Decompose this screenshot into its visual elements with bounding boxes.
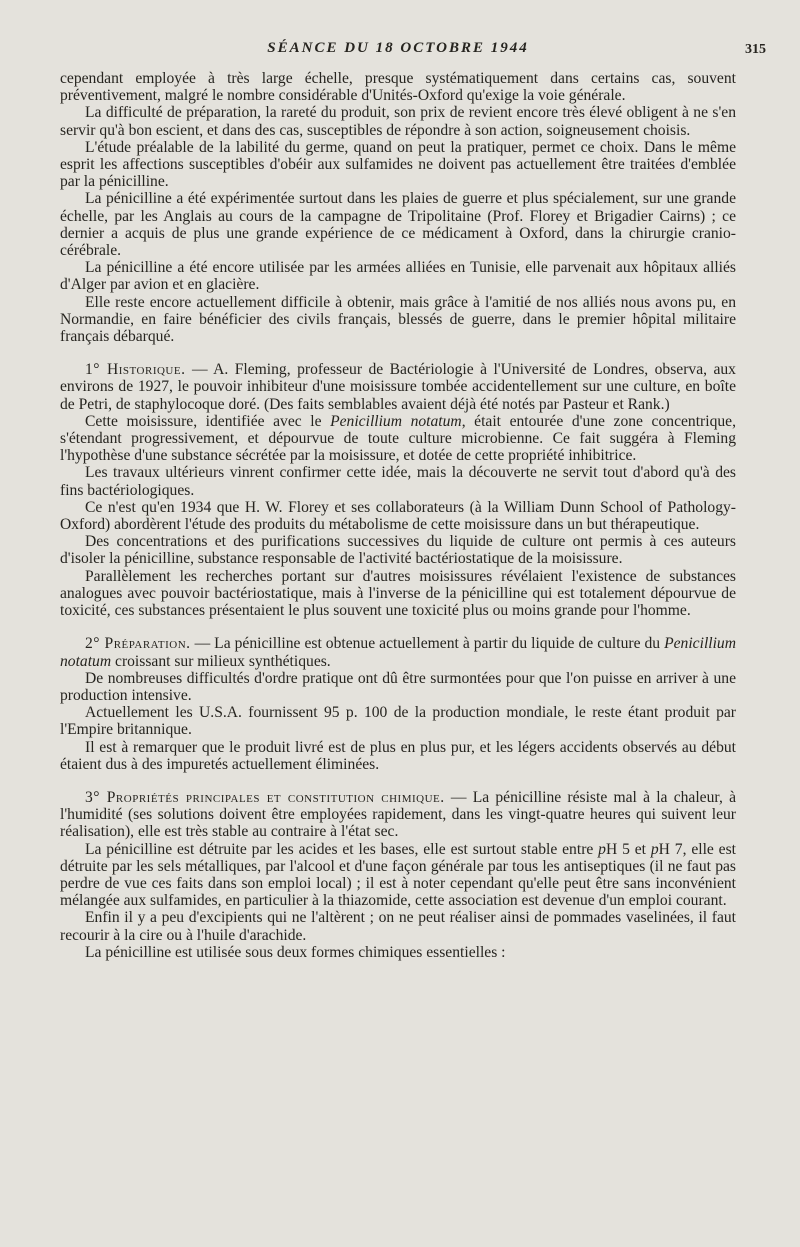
paragraph: L'étude préalable de la labilité du germe, quand on peut la pratiquer, permet ce choix. Dans le même esprit les affections susceptibles d'obéir aux sulfamides ne doivent pas actuellement être traitées d'emblée par la pénicilline. [60, 138, 736, 191]
paragraph: Actuellement les U.S.A. fournissent 95 p. 100 de la production mondiale, le reste étant produit par l'Empire britannique. [60, 704, 736, 739]
paragraph: De nombreuses difficultés d'ordre pratique ont dû être surmontées pour que l'on puisse en arriver à une production intensive. [60, 669, 736, 704]
paragraph: La pénicilline a été encore utilisée par les armées alliées en Tunisie, elle parvenait aux hôpitaux alliés d'Alger par avion et en glacière. [60, 259, 736, 294]
section-preparation: 2° Préparation. — La pénicilline est obtenue actuellement à partir du liquide de culture du Penicillium notatum croissant sur milieux synthétiques. [60, 635, 736, 670]
paragraph: La pénicilline a été expérimentée surtout dans les plaies de guerre et plus spécialement, sur une grande échelle, par les Anglais au cours de la campagne de Tripolitaine (Prof. Florey et Brigadier Cairns) ; ce dernier a acquis de plus une grande expérience de ce médicament à Oxford, dans la chirurgie cranio-cérébrale. [60, 190, 736, 260]
paragraph: Cette moisissure, identifiée avec le Penicillium notatum, était entourée d'une zone concentrique, s'étendant progressivement, et dépourvue de toute culture microbienne. Ce fait suggéra à Fleming l'hypothèse d'une substance sécrétée par la moisissure, et dotée de cette propriété inhibitrice. [60, 412, 736, 465]
section-proprietes: 3° Propriétés principales et constitution chimique. — La pénicilline résiste mal à la chaleur, à l'humidité (ses solutions doivent être employées rapidement, dans les vingt-quatre heures qui suivent leur réalisation), elle est très stable au contraire à l'état sec. [60, 788, 736, 841]
paragraph: Les travaux ultérieurs vinrent confirmer cette idée, mais la découverte ne servit tout d'abord qu'à des fins bactériologiques. [60, 464, 736, 499]
page-header [60, 40, 766, 64]
section-heading: 1° Historique. [85, 361, 186, 379]
running-title: SÉANCE DU 18 OCTOBRE 1944 [267, 40, 529, 56]
paragraph: La pénicilline est utilisée sous deux formes chimiques essentielles : [85, 943, 506, 961]
section-heading: 2° Préparation. [85, 635, 191, 653]
paragraph: La difficulté de préparation, la rareté du produit, son prix de revient encore très élevé obligent à ne s'en servir qu'à bon escient, et dans des cas, susceptibles de répondre à son action, soigneusement choisis. [60, 104, 736, 139]
section-heading: 3° Propriétés principales et constitution chimique. [85, 788, 445, 806]
paragraph: La pénicilline est détruite par les acides et les bases, elle est surtout stable entre pH 5 et pH 7, elle est détruite par les sels métalliques, par l'alcool et d'une façon générale par tous les antiseptiques (il ne faut pas perdre de vue ces faits dans son emploi local) ; il est à noter cependant qu'elle peut être sans inconvénient mélangée aux sulfamides, en particulier à la thiazomide, cette association est devenue d'un emploi courant. [60, 840, 737, 910]
paragraph: Elle reste encore actuellement difficile à obtenir, mais grâce à l'amitié de nos alliés nous avons pu, en Normandie, en faire bénéficier des civils français, blessés de guerre, dans le premier hôpital militaire français débarqué. [60, 293, 736, 346]
paragraph: Ce n'est qu'en 1934 que H. W. Florey et ses collaborateurs (à la William Dunn School of Pathology-Oxford) abordèrent l'étude des produits du métabolisme de cette moisissure dans un but thérapeutique. [60, 498, 736, 534]
paragraph: Parallèlement les recherches portant sur d'autres moisissures révélaient l'existence de substances analogues avec pouvoir bactériostatique, mais à l'inverse de la pénicilline qui est totalement dépourvue de toxicité, ces substances présentaient le plus souvent une toxicité plus ou moins grande pour l'homme. [60, 567, 736, 620]
section-historique: 1° Historique. — A. Fleming, professeur de Bactériologie à l'Université de Londres, observa, aux environs de 1927, le pouvoir inhibiteur d'une moisissure tombée accidentellement sur une culture, en boîte de Petri, de staphylocoque doré. (Des faits semblables avaient déjà été notés par Pasteur et Rank.) [60, 361, 736, 413]
body-text [60, 70, 736, 961]
paragraph: cependant employée à très large échelle, presque systématiquement dans certains cas, souvent préventivement, malgré le nombre considérable d'Unités-Oxford qu'exige la voie générale. [60, 70, 736, 105]
page-number: 315 [745, 42, 766, 57]
paragraph: Il est à remarquer que le produit livré est de plus en plus pur, et les légers accidents observés au début étaient dus à des impuretés actuellement éliminées. [60, 738, 736, 773]
paragraph: Des concentrations et des purifications successives du liquide de culture ont permis à ces auteurs d'isoler la pénicilline, substance responsable de l'activité bactériostatique de la moisissure. [60, 533, 736, 568]
paragraph: Enfin il y a peu d'excipients qui ne l'altèrent ; on ne peut réaliser ainsi de pommades vaselinées, il faut recourir à la cire ou à l'huile d'arachide. [60, 909, 736, 944]
